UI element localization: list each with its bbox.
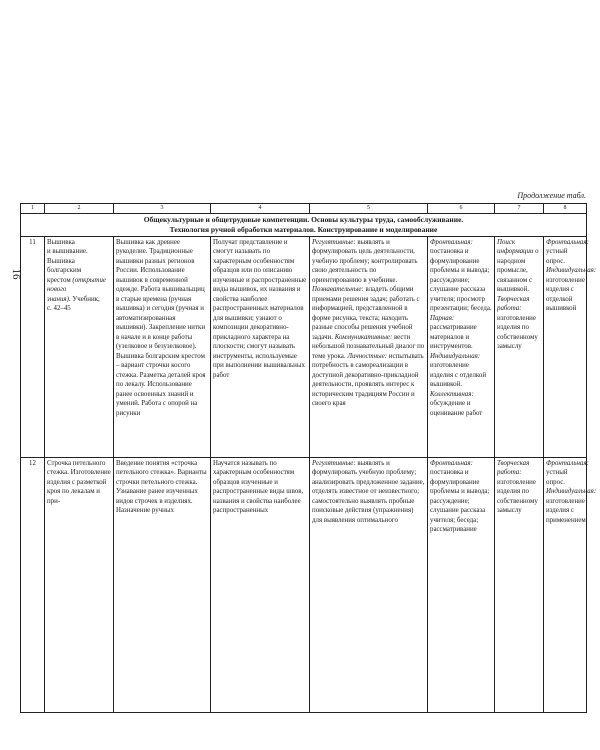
- lesson-content: Вышивка как древнее рукоделие. Традиционные вышивки разных регионов России. Использование вышивок в современной одежде. Работа вышивальщиц в старые времена (ручная вышивка) и сегодня (ручная и автоматизированная вышивки). Закрепление нитки в начале и в конце работы (узелковое и безузелковое). Вышивка болгарским крестом – вариант строчки косого стежка. Разметка деталей кроя по лекалу. Использование ранее освоенных знаний и умений. Работа с опорой на рисунки: [114, 236, 211, 457]
- column-number: 8: [544, 204, 587, 214]
- lesson-content: Введение понятия «строчка петельного стежка». Варианты строчки петельного стежка. Узнавание ранее изученных видов строчек в изделиях. Назначение ручных: [114, 457, 211, 712]
- table-row: [21, 457, 587, 712]
- control-label: Индивидуальная:: [546, 267, 597, 275]
- section-title-line: Технология ручной обработки материалов. Конструирование и моделирование: [169, 224, 438, 234]
- uud-text: вести небольшой познавательный диалог по теме урока.: [312, 333, 425, 360]
- control-label: Индивидуальная:: [546, 488, 597, 496]
- topic-text: Вышивка и вышивание. Вышивка болгарским крестом: [47, 238, 88, 284]
- homework-text: изготовление изделия по собственному замыслу: [497, 478, 538, 515]
- form-text: изготовление изделия с отделкой вышивкой.: [430, 362, 487, 389]
- uud-cell: [310, 236, 428, 457]
- column-number: 5: [310, 204, 428, 214]
- lesson-number: 11: [21, 236, 45, 457]
- homework-label: Творческая работа:: [497, 295, 530, 313]
- column-number: 3: [114, 204, 211, 214]
- form-text: постановка и формулирование проблемы и вывода; рассуждение; слушание рассказа учителя; просмотр презентации; беседа.: [430, 248, 492, 313]
- lesson-number: 12: [21, 457, 45, 712]
- uud-text: выявлять и формулировать учебную проблему; анализировать предложенное задание, отделять известное от неизвестного; самостоятельно выявлять пробные поисковые действия (упражнения) для выявления оптимального: [312, 459, 425, 524]
- column-number: 1: [21, 204, 45, 214]
- column-number: 2: [45, 204, 114, 214]
- homework-label: Поиск информации: [497, 238, 534, 256]
- column-number: 4: [211, 204, 310, 214]
- form-label: Коллективная:: [430, 390, 474, 398]
- uud-cell: [310, 457, 428, 712]
- subject-results: Научатся называть по характерным особенностям образцов изученные и распространенные виды швов, названия и свойства наиболее распространенных: [211, 457, 310, 712]
- homework: [495, 236, 544, 457]
- form-text: рассматривание материалов и инструментов.: [430, 324, 477, 351]
- form-label: Парная:: [430, 314, 455, 322]
- control-label: Фронтальная:: [546, 459, 589, 467]
- uud-text: испытывать потребность в самореализации в доступной декоративно-прикладной деятельности, проявлять интерес к историческим традициям России и своего края: [312, 352, 424, 408]
- column-number: 6: [428, 204, 495, 214]
- control-label: Фронтальная:: [546, 238, 589, 246]
- homework: [495, 457, 544, 712]
- control-text: устный опрос.: [546, 248, 568, 265]
- control-forms: [544, 457, 597, 712]
- activity-forms: [428, 457, 495, 712]
- control-forms: [544, 236, 597, 457]
- uud-text: владеть общими приемами решения задач; работать с информацией, представленной в форме рисунка, текста; находить разные способы решения учебной задачи.: [312, 286, 420, 341]
- section-header: [21, 214, 587, 237]
- control-text: изготовление изделия с отделкой вышивкой: [546, 276, 585, 313]
- subject-results: Получат представление и смогут называть по характерным особенностям образцов или по описанию изученные и распространенные виды вышивок, их названия и свойства наиболее распространенных материалов для вышивки; узнают о композиции декоративно-прикладного характера на плоскости; смогут называть инструменты, используемые при выполнении вышивальных работ: [211, 236, 310, 457]
- form-text: обсуждение и оценивание работ: [430, 400, 483, 417]
- uud-label: Познавательные:: [312, 286, 364, 294]
- lesson-topic: Строчка петельного стежка. Изготовление изделия с разметкой кроя по лекалам и при-: [45, 457, 114, 712]
- homework-label: Творческая работа:: [497, 459, 530, 477]
- form-label: Индивидуальная:: [430, 352, 481, 360]
- topic-type: (открытие нового знания): [47, 276, 106, 303]
- form-label: Фронтальная:: [430, 459, 473, 467]
- column-number: 7: [495, 204, 544, 214]
- continuation-note: Продолжение табл.: [517, 191, 586, 200]
- form-text: постановка и формулирование проблемы и вывода; рассуждение; слушание рассказа учителя; беседа; рассматривание: [430, 469, 490, 534]
- control-text: устный опрос.: [546, 469, 568, 486]
- uud-text: выявлять и формулировать цель деятельности, учебную проблему; контролировать свою деятельность по ориентированию в учебнике.: [312, 238, 418, 284]
- uud-label: Личностные:: [347, 352, 388, 360]
- column-number-row: [21, 204, 587, 214]
- section-title-line: Общекультурные и общетрудовые компетенции. Основы культуры труда, самообслуживание.: [143, 215, 464, 224]
- uud-label: Коммуникативные:: [334, 333, 393, 341]
- lesson-plan-table: [20, 203, 597, 713]
- activity-forms: [428, 236, 495, 457]
- section-header-row: [21, 214, 587, 237]
- lesson-topic: [45, 236, 114, 457]
- page-number: 16: [10, 268, 22, 280]
- homework-text: о народном промысле, связанном с вышивкой.: [497, 248, 539, 294]
- control-text: изготовление изделия с применением: [546, 497, 586, 524]
- homework-text: изготовление изделия по собственному замыслу: [497, 314, 538, 351]
- uud-label: Регулятивные:: [312, 238, 356, 246]
- uud-label: Регулятивные:: [312, 459, 356, 467]
- table-row: [21, 236, 587, 457]
- form-label: Фронтальная:: [430, 238, 473, 246]
- topic-tail: . Учебник, с. 42–45: [47, 295, 100, 313]
